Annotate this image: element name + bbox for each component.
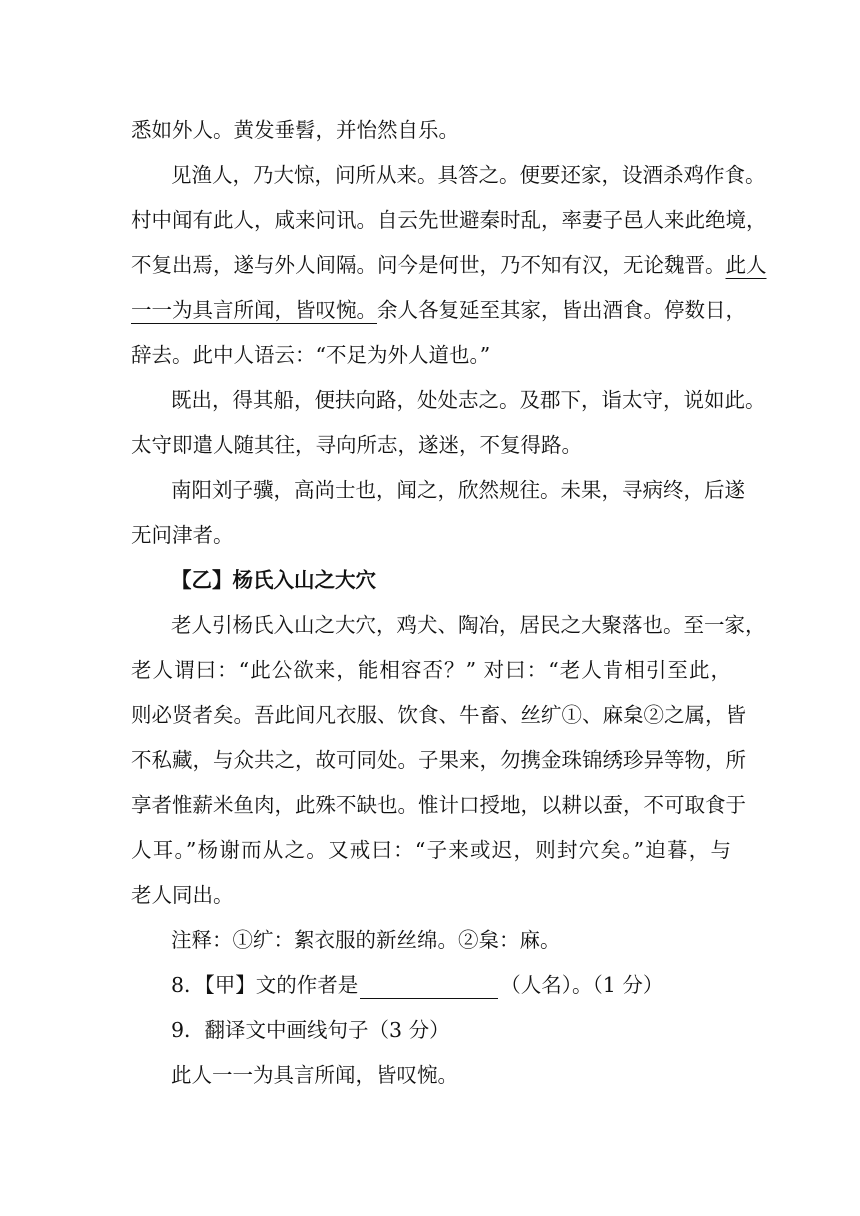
- text-line: 人耳。”杨谢而从之。又戒曰：“子来或迟，则封穴矣。”迫暮，与: [131, 838, 731, 862]
- text-line: 老人同出。: [131, 883, 234, 907]
- underlined-sentence-start: 此人: [725, 253, 767, 277]
- text-span: 不复出焉，遂与外人间隔。问今是何世，乃不知有汉，无论魏晋。: [131, 253, 726, 277]
- text-line: 无问津者。: [131, 523, 234, 547]
- underlined-sentence-end: 一一为具言所闻，皆叹惋。: [131, 298, 377, 322]
- text-line: 既出，得其船，便扶向路，处处志之。及郡下，诣太守，说如此。: [171, 388, 766, 412]
- text-line: 老人谓曰：“此公欲来，能相容否？” 对曰：“老人肯相引至此，: [131, 658, 731, 682]
- question-9-sentence: 此人一一为具言所闻，皆叹惋。: [171, 1063, 458, 1087]
- text-line: 南阳刘子骥，高尚士也，闻之，欣然规往。未果，寻病终，后遂: [171, 478, 745, 502]
- text-line: 见渔人，乃大惊，问所从来。具答之。便要还家，设酒杀鸡作食。: [171, 163, 766, 187]
- text-line: 不私藏，与众共之，故可同处。子果来，勿携金珠锦绣珍异等物，所: [131, 748, 746, 772]
- question-8-suffix: （人名）。（1 分）: [500, 973, 664, 997]
- question-9: 9．翻译文中画线句子（3 分）: [171, 1018, 450, 1042]
- annotation-note: 注释：①纩：絮衣服的新丝绵。②枲：麻。: [171, 928, 561, 952]
- text-line: 辞去。此中人语云：“不足为外人道也。”: [131, 343, 491, 367]
- text-line: 太守即遣人随其往，寻向所志，遂迷，不复得路。: [131, 433, 582, 457]
- text-line: 老人引杨氏入山之大穴，鸡犬、陶冶，居民之大聚落也。至一家，: [171, 613, 766, 637]
- text-line: 享者惟薪米鱼肉，此殊不缺也。惟计口授地，以耕以蚕，不可取食于: [131, 793, 746, 817]
- text-line: [131, 251, 767, 279]
- question-8: [171, 971, 663, 999]
- text-line: 则必贤者矣。吾此间凡衣服、饮食、牛畜、丝纩①、麻枲②之属，皆: [131, 703, 746, 727]
- section-heading: 【乙】杨氏入山之大穴: [171, 568, 376, 592]
- question-8-prefix: 8．【甲】文的作者是: [171, 973, 359, 997]
- text-line: 悉如外人。黄发垂髫，并怡然自乐。: [131, 118, 459, 142]
- answer-blank[interactable]: [360, 976, 498, 999]
- text-span: 余人各复延至其家，皆出酒食。停数日，: [377, 298, 746, 322]
- text-line: [131, 296, 746, 324]
- text-line: 村中闻有此人，咸来问讯。自云先世避秦时乱，率妻子邑人来此绝境，: [131, 208, 767, 232]
